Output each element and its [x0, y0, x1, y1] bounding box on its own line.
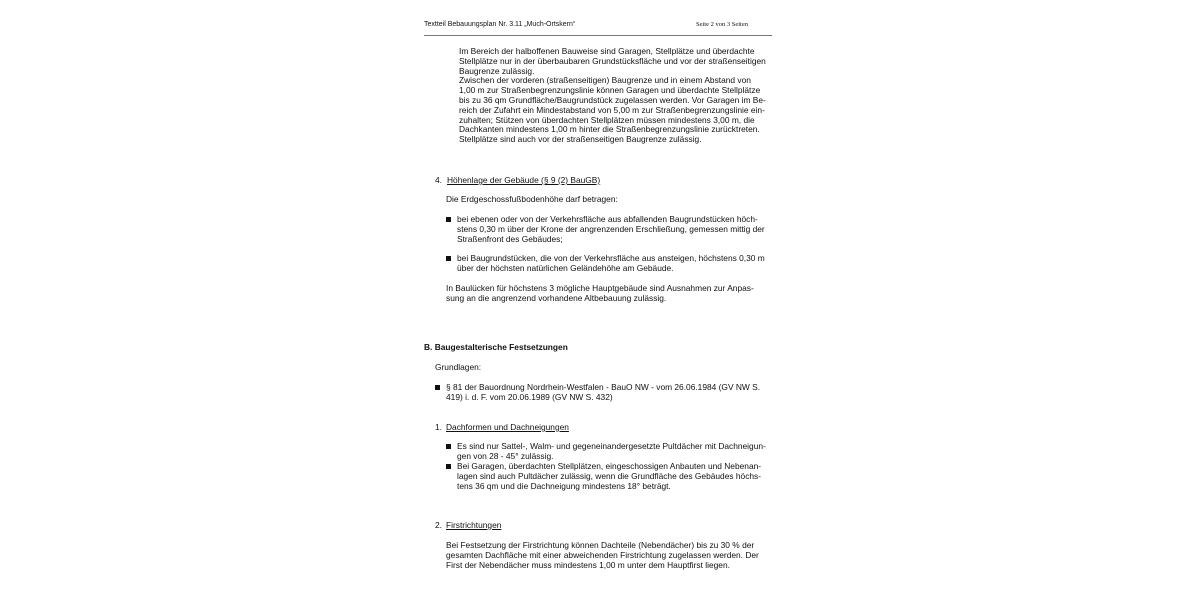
text-line: bei Baugrundstücken, die von der Verkehrsfläche aus ansteigen, höchstens 0,30 m — [457, 253, 765, 263]
header-title: Textteil Bebauungsplan Nr. 3.11 „Much-Ortskern“ — [424, 21, 576, 28]
section-b-title: B. Baugestalterische Festsetzungen — [424, 342, 568, 352]
text-line: stens 0,30 m über der Krone der angrenzenden Erschließung, gemessen mittig der — [457, 223, 765, 234]
text-line: Im Bereich der halboffenen Bauweise sind Garagen, Stellplätze und überdachte — [459, 46, 755, 56]
text-line: sung an die angrenzend vorhandene Altbebauung zulässig. — [446, 292, 667, 303]
text-line: First der Nebendächer muss mindestens 1,00 m unter dem Hauptfirst liegen. — [446, 559, 730, 570]
bullet-square-icon — [446, 256, 451, 261]
section-4-lead: Die Erdgeschossfußbodenhöhe darf betragen: — [446, 194, 618, 204]
text-line: Dachkanten mindestens 1,00 m hinter die Straßenbegrenzungslinie zurücktreten. — [459, 124, 760, 135]
item-2-title: Firstrichtungen — [446, 520, 502, 530]
text-line: Straßenfront des Gebäudes; — [457, 233, 563, 244]
text-line: Stellplätze nur in der überbaubaren Grundstücksfläche und vor der straßenseitigen — [459, 55, 766, 66]
document-page — [424, 0, 772, 600]
text-line: gesamten Dachfläche mit einer abweichenden Firstrichtung zugelassen werden. Der — [446, 549, 759, 560]
bullet-square-icon — [446, 217, 451, 222]
grundlagen-label: Grundlagen: — [435, 362, 482, 372]
text-line: reich der Zufahrt ein Mindestabstand von 5,00 m zur Straßenbegrenzungslinie ein- — [459, 104, 765, 115]
bullet-square-icon — [446, 444, 451, 449]
text-line: Baugrenze zulässig. — [459, 65, 535, 76]
text-line: lagen sind auch Pultdächer zulässig, wenn die Grundfläche des Gebäudes höchs- — [457, 470, 762, 481]
text-line: 1,00 m zur Straßenbegrenzungslinie können Garagen und überdachte Stellplätze — [459, 85, 761, 96]
section-4-number: 4. — [435, 175, 442, 185]
item-1-number: 1. — [435, 422, 442, 432]
text-line: Stellplätze sind auch vor der straßenseitigen Baugrenze zulässig. — [459, 134, 702, 145]
text-line: bei ebenen oder von der Verkehrsfläche aus abfallenden Baugrundstücken höch- — [457, 214, 758, 224]
text-line: über der höchsten natürlichen Geländehöhe am Gebäude. — [457, 262, 674, 273]
text-line: bis zu 36 qm Grundfläche/Baugrundstück zugelassen werden. Vor Garagen im Be- — [459, 94, 766, 105]
item-2-number: 2. — [435, 520, 442, 530]
text-line: 419) i. d. F. vom 20.06.1989 (GV NW S. 432) — [446, 391, 613, 402]
text-line: gen von 28 - 45° zulässig. — [457, 450, 554, 461]
text-line: tens 36 qm und die Dachneigung mindestens 18° beträgt. — [457, 480, 671, 491]
bullet-square-icon — [435, 385, 440, 390]
intro-paragraph — [459, 47, 766, 145]
text-line: zuhalten; Stützen von überdachten Stellplätzen müssen mindestens 3,00 m, die — [459, 114, 755, 125]
text-line: Zwischen der vorderen (straßenseitigen) Baugrenze und in einem Abstand von — [459, 75, 751, 86]
grundlagen-bullet — [446, 383, 760, 403]
item-2-text — [446, 541, 759, 570]
text-line: Es sind nur Sattel-, Walm- und gegeneinandergesetzte Pultdächer mit Dachneigun- — [457, 441, 766, 451]
item-1-bullet-2 — [457, 462, 761, 491]
header-divider — [424, 35, 772, 36]
text-line: Bei Festsetzung der Firstrichtung können Dachteile (Nebendächer) bis zu 30 % der — [446, 540, 755, 550]
section-4-bullet-2 — [457, 254, 765, 274]
page-number: Seite 2 von 3 Seiten — [696, 21, 748, 28]
item-1-title: Dachformen und Dachneigungen — [446, 422, 569, 432]
text-line: § 81 der Bauordnung Nordrhein-Westfalen - BauO NW - vom 26.06.1984 (GV NW S. — [446, 382, 761, 392]
text-line: In Baulücken für höchstens 3 mögliche Hauptgebäude sind Ausnahmen zur Anpas- — [446, 283, 754, 293]
item-1-bullet-1 — [457, 442, 766, 462]
section-4-bullet-1 — [457, 215, 765, 244]
section-4-closing — [446, 284, 754, 304]
section-4-title: Höhenlage der Gebäude (§ 9 (2) BauGB) — [447, 175, 601, 185]
bullet-square-icon — [446, 464, 451, 469]
text-line: Bei Garagen, überdachten Stellplätzen, eingeschossigen Anbauten und Nebenan- — [457, 461, 762, 471]
page-header — [424, 20, 772, 34]
